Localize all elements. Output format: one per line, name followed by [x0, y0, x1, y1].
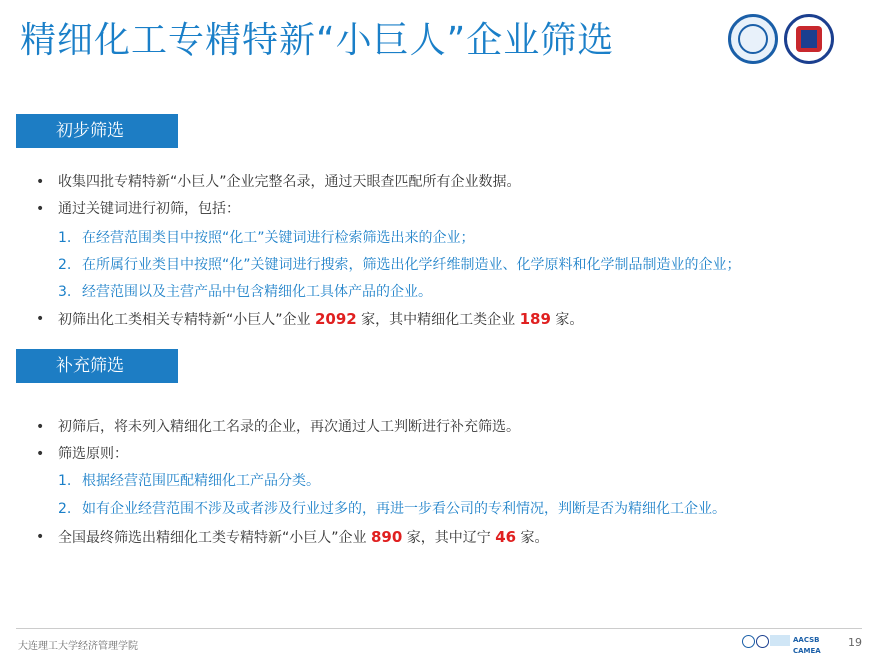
numbered-item: 2. 在所属行业类目中按照“化”关键词进行搜索，筛选出化学纤维制造业、化学原料和化学制品制造业的企业；	[58, 257, 741, 273]
section-label-initial-screening: 初步筛选	[16, 114, 178, 148]
bullet-item: • 初筛出化工类相关专精特新“小巨人”企业 2092 家，其中精细化工类企业 189 家。	[38, 310, 583, 329]
highlight-number: 890	[370, 528, 403, 546]
footer-seal-logo	[742, 635, 755, 648]
bullet-item: • 通过关键词进行初筛，包括：	[38, 200, 240, 218]
bullet-item: • 初筛后，将未列入精细化工名录的企业，再次通过人工判断进行补充筛选。	[38, 418, 520, 436]
footer-emblem-logo	[756, 635, 769, 648]
section-label-supplementary-screening: 补充筛选	[16, 349, 178, 383]
footer-institution: 大连理工大学经济管理学院	[18, 641, 138, 652]
numbered-item: 1. 在经营范围类目中按照“化工”关键词进行检索筛选出来的企业；	[58, 230, 475, 246]
footer-divider	[16, 628, 862, 629]
bullet-item: • 全国最终筛选出精细化工类专精特新“小巨人”企业 890 家，其中辽宁 46 家。	[38, 528, 549, 547]
bullet-item: • 收集四批专精特新“小巨人”企业完整名录，通过天眼查匹配所有企业数据。	[38, 173, 521, 191]
footer-aacsb-logo: AACSB CAMEA	[793, 636, 821, 655]
highlight-number: 2092	[314, 310, 357, 328]
highlight-number: 46	[495, 528, 517, 546]
numbered-item: 3. 经营范围以及主营产品中包含精细化工具体产品的企业。	[58, 284, 432, 300]
university-seal-logo	[728, 14, 778, 64]
numbered-item: 2. 如有企业经营范围不涉及或者涉及行业过多的，再进一步看公司的专利情况，判断是否为精细化工企业。	[58, 501, 726, 517]
numbered-item: 1. 根据经营范围匹配精细化工产品分类。	[58, 473, 320, 489]
footer-accreditation-logo	[770, 635, 790, 646]
school-emblem-logo	[784, 14, 834, 64]
page-title: 精细化工专精特新“小巨人”企业筛选	[20, 20, 615, 61]
bullet-item: • 筛选原则：	[38, 445, 128, 463]
highlight-number: 189	[519, 310, 551, 328]
page-number: 19	[848, 636, 862, 649]
